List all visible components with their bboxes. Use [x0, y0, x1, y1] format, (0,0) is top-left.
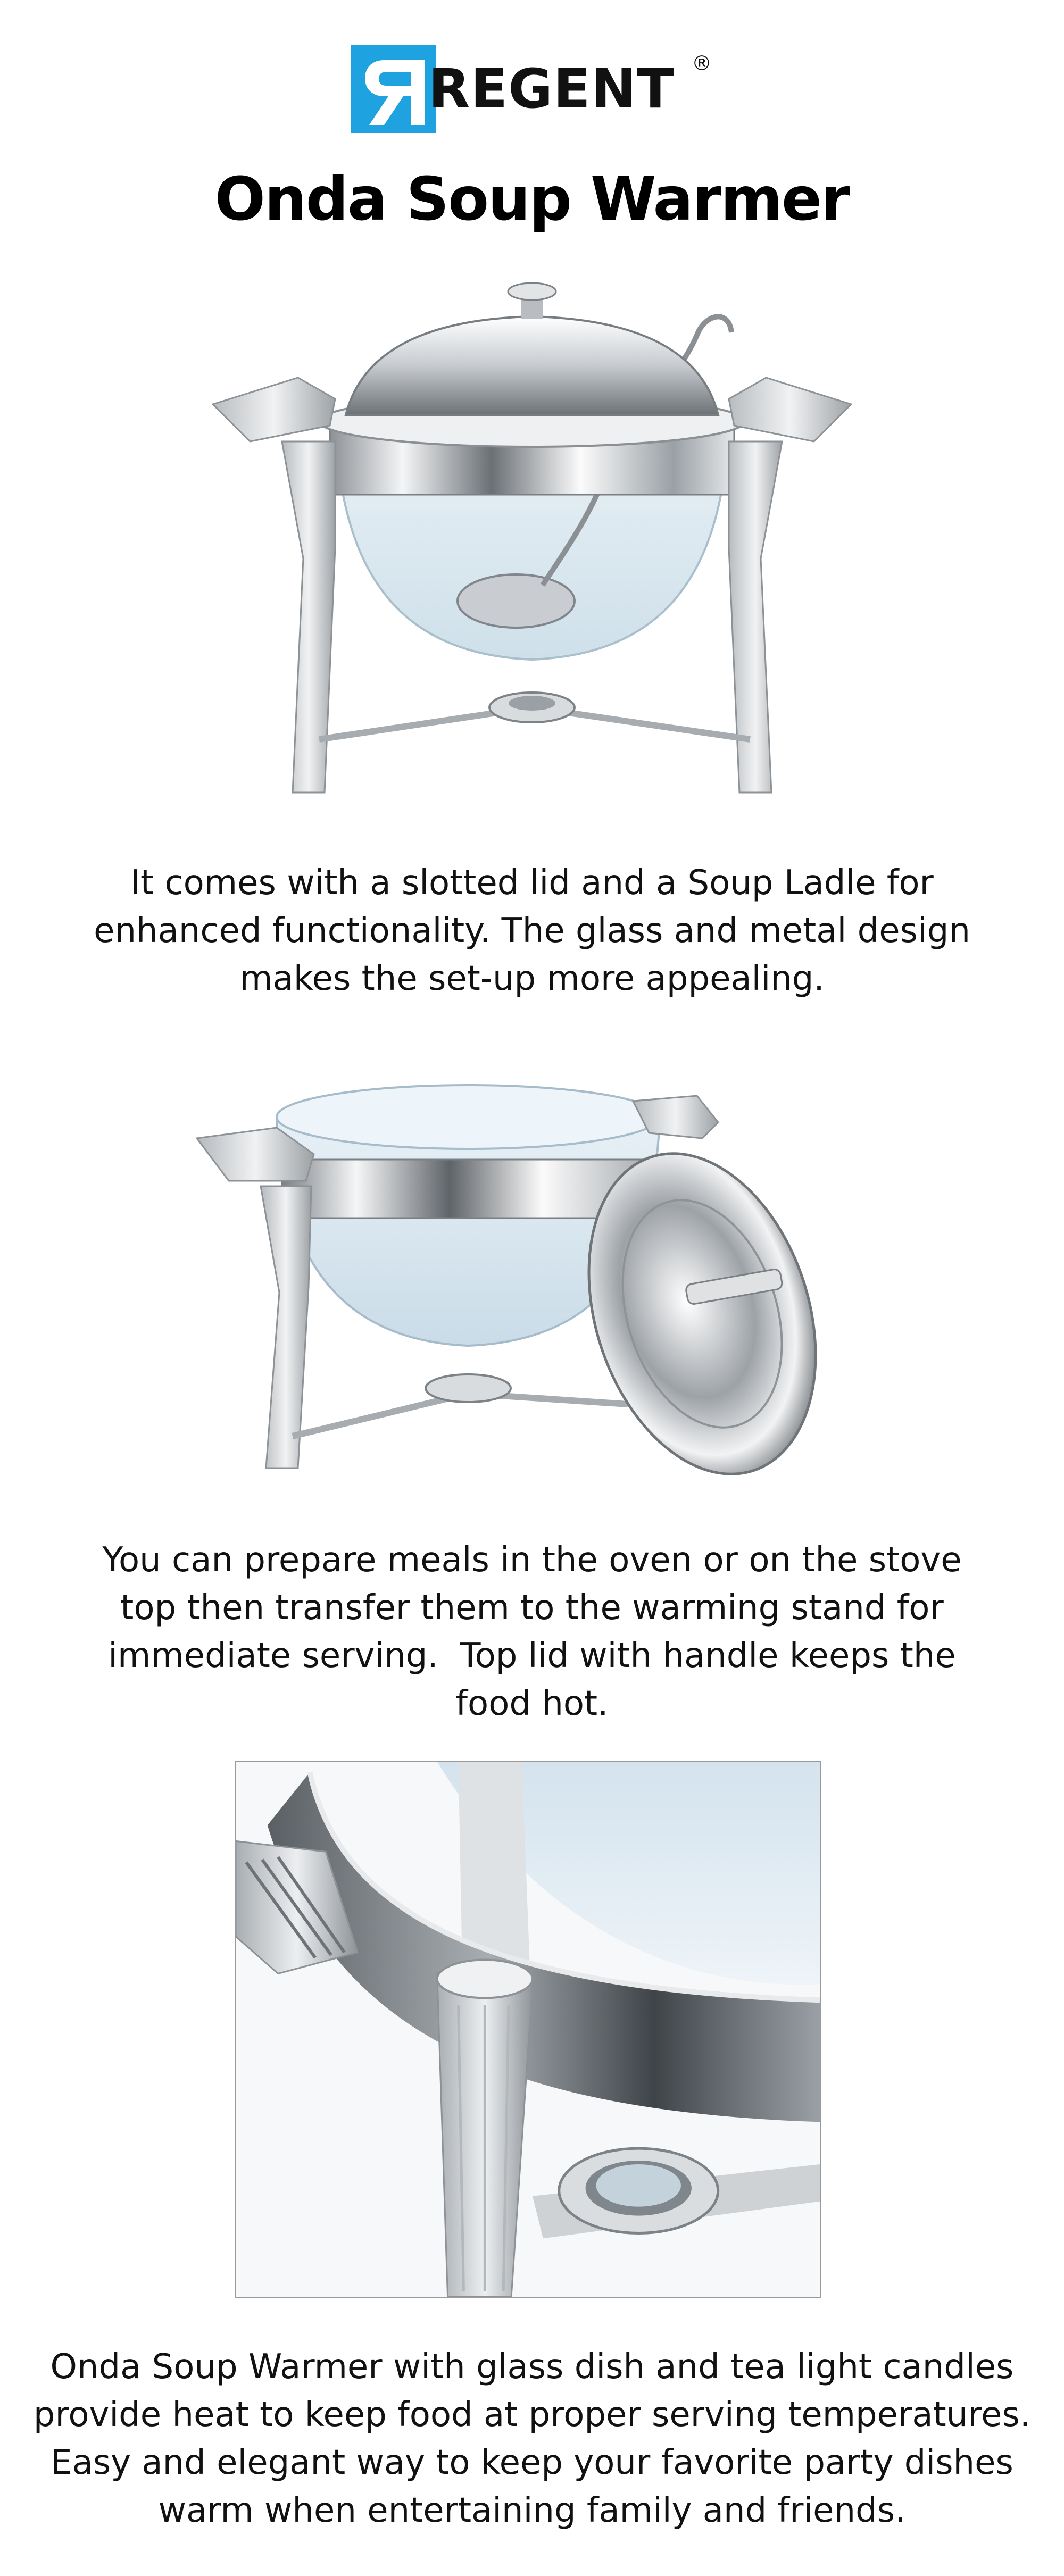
description-1-line: It comes with a slotted lid and a Soup Ladle for	[130, 863, 934, 903]
description-3	[32, 2343, 1032, 2535]
brand-name: REGENT	[428, 57, 675, 121]
registered-mark: ®	[692, 52, 712, 75]
description-1	[32, 859, 1032, 1003]
description-3-line: Onda Soup Warmer with glass dish and tea light candles	[50, 2347, 1014, 2387]
brand-logo	[351, 45, 718, 133]
soup-warmer-open-image	[192, 1064, 851, 1516]
description-3-line: provide heat to keep food at proper serving temperatures.	[33, 2395, 1031, 2435]
description-2-line: food hot.	[455, 1684, 609, 1723]
brand-logo-mark-icon	[351, 45, 436, 133]
description-3-line: warm when entertaining family and friends.	[158, 2491, 906, 2530]
description-1-line: enhanced functionality. The glass and metal design	[94, 911, 970, 951]
description-2-line: immediate serving. Top lid with handle keeps the	[108, 1636, 956, 1675]
page-title: Onda Soup Warmer	[214, 165, 850, 234]
stand-closeup-image	[235, 1761, 821, 2298]
description-2-line: You can prepare meals in the oven or on the stove	[102, 1540, 962, 1580]
soup-warmer-closed-image	[202, 282, 862, 819]
description-3-line: Easy and elegant way to keep your favorite party dishes	[51, 2443, 1013, 2482]
description-2-line: top then transfer them to the warming stand for	[120, 1588, 944, 1628]
description-1-line: makes the set-up more appealing.	[239, 959, 825, 998]
description-2	[32, 1536, 1032, 1728]
